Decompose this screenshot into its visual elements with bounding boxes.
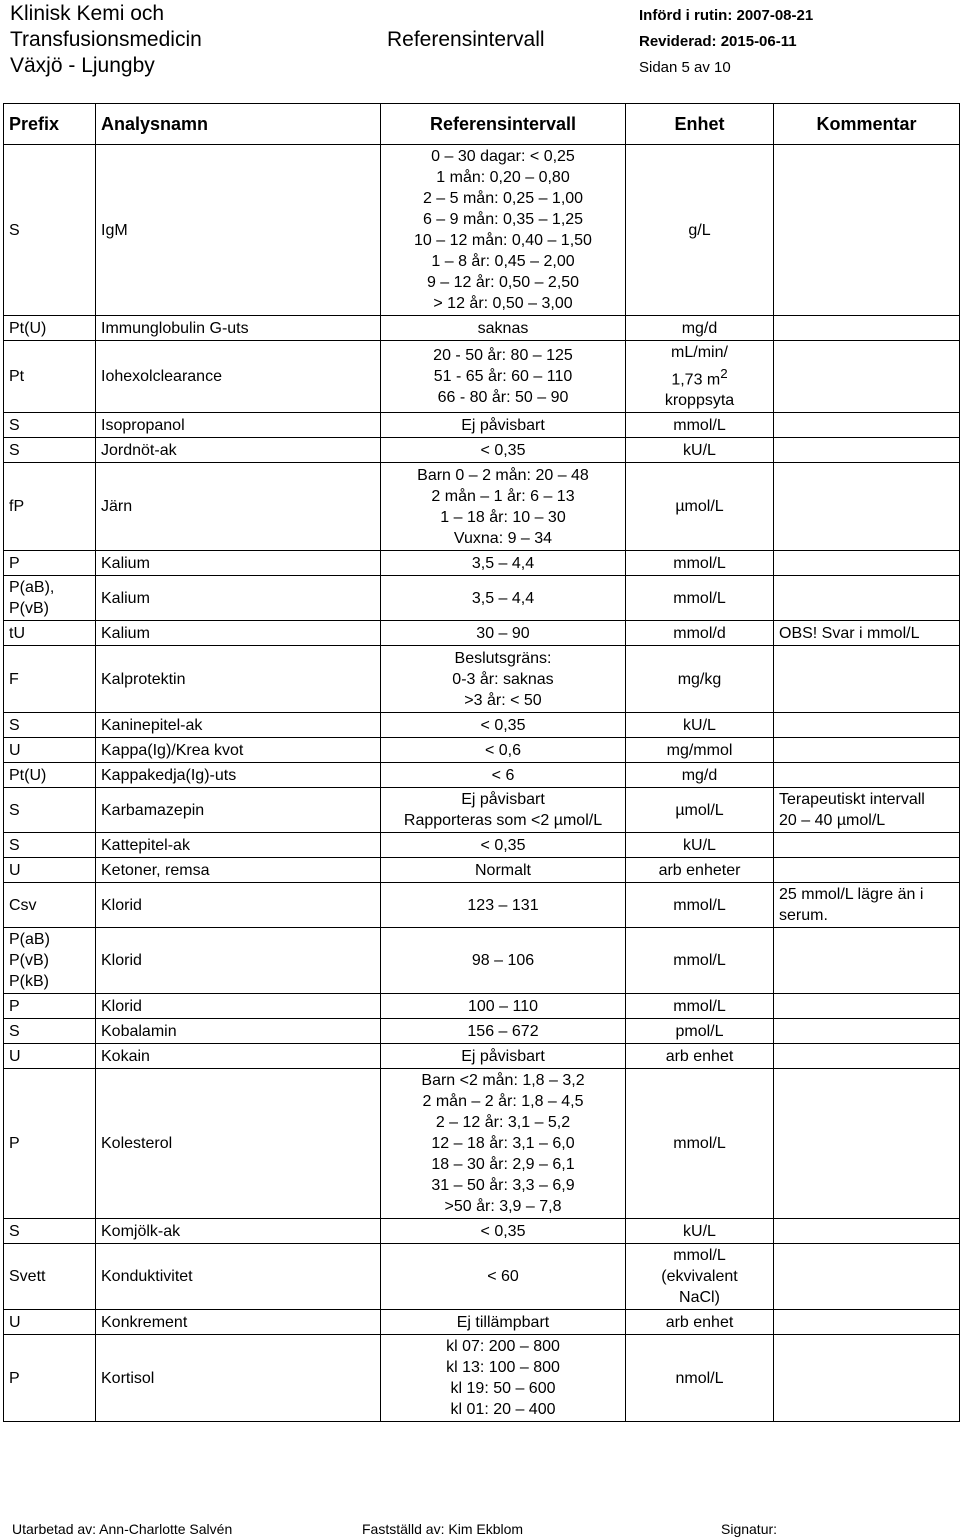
unit-cell: arb enhet [626, 1310, 774, 1335]
comment-cell [774, 713, 960, 738]
unit-cell: kU/L [626, 1219, 774, 1244]
prefix-cell: P(aB), P(vB) [4, 576, 96, 621]
page-header [0, 0, 960, 80]
prefix-cell: P [4, 1069, 96, 1219]
comment-cell [774, 646, 960, 713]
analysis-name-cell: Kolesterol [96, 1069, 381, 1219]
reference-interval-cell: 20 - 50 år: 80 – 125 51 - 65 år: 60 – 110 66 - 80 år: 50 – 90 [381, 341, 626, 413]
reference-interval-cell: Barn 0 – 2 mån: 20 – 48 2 mån – 1 år: 6 – 13 1 – 18 år: 10 – 30 Vuxna: 9 – 34 [381, 463, 626, 551]
reference-interval-cell: < 0,35 [381, 713, 626, 738]
analysis-name-cell: Jordnöt-ak [96, 438, 381, 463]
column-header-reference-interval: Referensintervall [381, 104, 626, 145]
document-title: Referensintervall [387, 28, 545, 51]
analysis-name-cell: IgM [96, 145, 381, 316]
reference-interval-cell: 0 – 30 dagar: < 0,25 1 mån: 0,20 – 0,80 2 – 5 mån: 0,25 – 1,00 6 – 9 mån: 0,35 – 1,25 10 – 12 mån: 0,40 – 1,50 1 – 8 år: 0,45 – 2,00 9 – 12 år: 0,50 – 2,50 > 12 år: 0,50 – 3,00 [381, 145, 626, 316]
analysis-name-cell: Kalium [96, 576, 381, 621]
table-row [4, 763, 960, 788]
unit-cell: pmol/L [626, 1019, 774, 1044]
prefix-cell: U [4, 1310, 96, 1335]
analysis-name-cell: Konkrement [96, 1310, 381, 1335]
table-row [4, 1019, 960, 1044]
reference-interval-cell: Beslutsgräns: 0-3 år: saknas >3 år: < 50 [381, 646, 626, 713]
table-row [4, 463, 960, 551]
comment-cell [774, 463, 960, 551]
unit-cell: mmol/L [626, 994, 774, 1019]
unit-cell: mg/d [626, 316, 774, 341]
reference-interval-cell: < 0,6 [381, 738, 626, 763]
unit-cell: mg/d [626, 763, 774, 788]
reference-interval-cell: saknas [381, 316, 626, 341]
org-line-2: Transfusionsmedicin [10, 28, 202, 51]
prefix-cell: U [4, 1044, 96, 1069]
prefix-cell: S [4, 145, 96, 316]
analysis-name-cell: Isopropanol [96, 413, 381, 438]
reference-interval-cell: < 0,35 [381, 438, 626, 463]
comment-cell [774, 763, 960, 788]
reference-interval-cell: kl 07: 200 – 800 kl 13: 100 – 800 kl 19: 50 – 600 kl 01: 20 – 400 [381, 1335, 626, 1422]
unit-cell: kU/L [626, 833, 774, 858]
reference-interval-cell: 30 – 90 [381, 621, 626, 646]
unit-cell: arb enhet [626, 1044, 774, 1069]
prefix-cell: S [4, 413, 96, 438]
table-row [4, 833, 960, 858]
comment-cell [774, 1310, 960, 1335]
prefix-cell: Csv [4, 883, 96, 928]
comment-cell [774, 858, 960, 883]
reference-interval-cell: < 0,35 [381, 833, 626, 858]
analysis-name-cell: Kobalamin [96, 1019, 381, 1044]
comment-cell [774, 1019, 960, 1044]
prefix-cell: S [4, 713, 96, 738]
table-row [4, 1335, 960, 1422]
unit-cell: mmol/L [626, 928, 774, 994]
prefix-cell: S [4, 438, 96, 463]
comment-cell [774, 316, 960, 341]
comment-cell [774, 1069, 960, 1219]
reference-interval-cell: Ej tillämpbart [381, 1310, 626, 1335]
comment-cell [774, 738, 960, 763]
table-row [4, 646, 960, 713]
table-row [4, 145, 960, 316]
unit-cell: mmol/d [626, 621, 774, 646]
comment-cell [774, 576, 960, 621]
table-row [4, 1244, 960, 1310]
table-header-row [4, 104, 960, 145]
unit-superscript: 2 [720, 366, 728, 381]
comment-cell [774, 413, 960, 438]
table-row [4, 316, 960, 341]
unit-cell: mg/mmol [626, 738, 774, 763]
prefix-cell: P [4, 994, 96, 1019]
analysis-name-cell: Ketoner, remsa [96, 858, 381, 883]
prefix-cell: P [4, 1335, 96, 1422]
comment-cell [774, 1044, 960, 1069]
comment-cell [774, 1244, 960, 1310]
table-row [4, 788, 960, 833]
unit-cell: µmol/L [626, 788, 774, 833]
analysis-name-cell: Kalium [96, 621, 381, 646]
reference-interval-cell: < 0,35 [381, 1219, 626, 1244]
analysis-name-cell: Klorid [96, 928, 381, 994]
introduced-date: Införd i rutin: 2007-08-21 [639, 7, 814, 24]
prefix-cell: Pt(U) [4, 316, 96, 341]
unit-cell: mmol/L [626, 883, 774, 928]
prefix-cell: tU [4, 621, 96, 646]
reference-interval-cell: < 60 [381, 1244, 626, 1310]
comment-cell [774, 341, 960, 413]
page-number: Sidan 5 av 10 [639, 59, 731, 76]
org-line-3: Växjö - Ljungby [10, 54, 155, 77]
prefix-cell: U [4, 738, 96, 763]
comment-cell [774, 833, 960, 858]
unit-cell: mmol/L [626, 551, 774, 576]
column-header-analysis-name: Analysnamn [96, 104, 381, 145]
comment-cell [774, 994, 960, 1019]
analysis-name-cell: Immunglobulin G-uts [96, 316, 381, 341]
prefix-cell: P(aB) P(vB) P(kB) [4, 928, 96, 994]
unit-cell: mg/kg [626, 646, 774, 713]
analysis-name-cell: Klorid [96, 994, 381, 1019]
table-row [4, 738, 960, 763]
table-row [4, 994, 960, 1019]
prefix-cell: Svett [4, 1244, 96, 1310]
reference-interval-cell: 100 – 110 [381, 994, 626, 1019]
signature-label: Signatur: [721, 1521, 778, 1537]
table-row [4, 1310, 960, 1335]
unit-cell: mmol/L [626, 1069, 774, 1219]
prefix-cell: F [4, 646, 96, 713]
table-row [4, 621, 960, 646]
analysis-name-cell: Kalium [96, 551, 381, 576]
revised-date: Reviderad: 2015-06-11 [639, 33, 797, 50]
column-header-unit: Enhet [626, 104, 774, 145]
reference-interval-cell: 3,5 – 4,4 [381, 576, 626, 621]
unit-cell [626, 341, 774, 413]
prefix-cell: S [4, 788, 96, 833]
unit-cell: kU/L [626, 438, 774, 463]
table-row [4, 438, 960, 463]
analysis-name-cell: Komjölk-ak [96, 1219, 381, 1244]
reference-interval-cell: 98 – 106 [381, 928, 626, 994]
prepared-by: Utarbetad av: Ann-Charlotte Salvén [12, 1521, 233, 1537]
comment-cell: Terapeutiskt intervall 20 – 40 µmol/L [774, 788, 960, 833]
reference-interval-cell: Normalt [381, 858, 626, 883]
reference-interval-cell: Ej påvisbart Rapporteras som <2 µmol/L [381, 788, 626, 833]
analysis-name-cell: Kappakedja(Ig)-uts [96, 763, 381, 788]
table-row [4, 1219, 960, 1244]
comment-cell [774, 551, 960, 576]
approved-by: Fastställd av: Kim Ekblom [362, 1521, 524, 1537]
unit-cell: kU/L [626, 713, 774, 738]
analysis-name-cell: Kortisol [96, 1335, 381, 1422]
comment-cell [774, 438, 960, 463]
reference-interval-cell: < 6 [381, 763, 626, 788]
prefix-cell: fP [4, 463, 96, 551]
table-row [4, 576, 960, 621]
org-line-1: Klinisk Kemi och [10, 2, 165, 25]
unit-text: mL/min/ 1,73 m [671, 344, 728, 389]
organization-block [10, 1, 202, 79]
column-header-comment: Kommentar [774, 104, 960, 145]
comment-cell [774, 145, 960, 316]
column-header-prefix: Prefix [4, 104, 96, 145]
prefix-cell: S [4, 1019, 96, 1044]
unit-cell: g/L [626, 145, 774, 316]
table-row [4, 1044, 960, 1069]
table-row [4, 413, 960, 438]
analysis-name-cell: Kappa(Ig)/Krea kvot [96, 738, 381, 763]
unit-cell: nmol/L [626, 1335, 774, 1422]
reference-interval-cell: Ej påvisbart [381, 1044, 626, 1069]
unit-cell: mmol/L (ekvivalent NaCl) [626, 1244, 774, 1310]
comment-cell: 25 mmol/L lägre än i serum. [774, 883, 960, 928]
prefix-cell: P [4, 551, 96, 576]
table-row [4, 858, 960, 883]
prefix-cell: Pt [4, 341, 96, 413]
analysis-name-cell: Järn [96, 463, 381, 551]
analysis-name-cell: Iohexolclearance [96, 341, 381, 413]
table-row [4, 928, 960, 994]
reference-table [3, 103, 960, 1422]
analysis-name-cell: Kokain [96, 1044, 381, 1069]
comment-cell [774, 1219, 960, 1244]
prefix-cell: S [4, 1219, 96, 1244]
comment-cell [774, 928, 960, 994]
comment-cell [774, 1335, 960, 1422]
document-meta [639, 3, 813, 81]
prefix-cell: Pt(U) [4, 763, 96, 788]
analysis-name-cell: Kaninepitel-ak [96, 713, 381, 738]
comment-cell: OBS! Svar i mmol/L [774, 621, 960, 646]
reference-interval-cell: 123 – 131 [381, 883, 626, 928]
reference-interval-cell: Barn <2 mån: 1,8 – 3,2 2 mån – 2 år: 1,8 – 4,5 2 – 12 år: 3,1 – 5,2 12 – 18 år: 3,1 – 6,0 18 – 30 år: 2,9 – 6,1 31 – 50 år: 3,3 – 6,9 >50 år: 3,9 – 7,8 [381, 1069, 626, 1219]
prefix-cell: S [4, 833, 96, 858]
reference-interval-cell: 3,5 – 4,4 [381, 551, 626, 576]
analysis-name-cell: Kattepitel-ak [96, 833, 381, 858]
unit-cell: µmol/L [626, 463, 774, 551]
unit-cell: mmol/L [626, 576, 774, 621]
reference-interval-cell: 156 – 672 [381, 1019, 626, 1044]
table-row [4, 1069, 960, 1219]
table-row [4, 551, 960, 576]
unit-cell: arb enheter [626, 858, 774, 883]
analysis-name-cell: Kalprotektin [96, 646, 381, 713]
table-row [4, 883, 960, 928]
table-row [4, 713, 960, 738]
unit-cell: mmol/L [626, 413, 774, 438]
unit-text-suffix: kroppsyta [664, 392, 735, 410]
analysis-name-cell: Klorid [96, 883, 381, 928]
table-row [4, 341, 960, 413]
analysis-name-cell: Karbamazepin [96, 788, 381, 833]
analysis-name-cell: Konduktivitet [96, 1244, 381, 1310]
prefix-cell: U [4, 858, 96, 883]
reference-interval-cell: Ej påvisbart [381, 413, 626, 438]
